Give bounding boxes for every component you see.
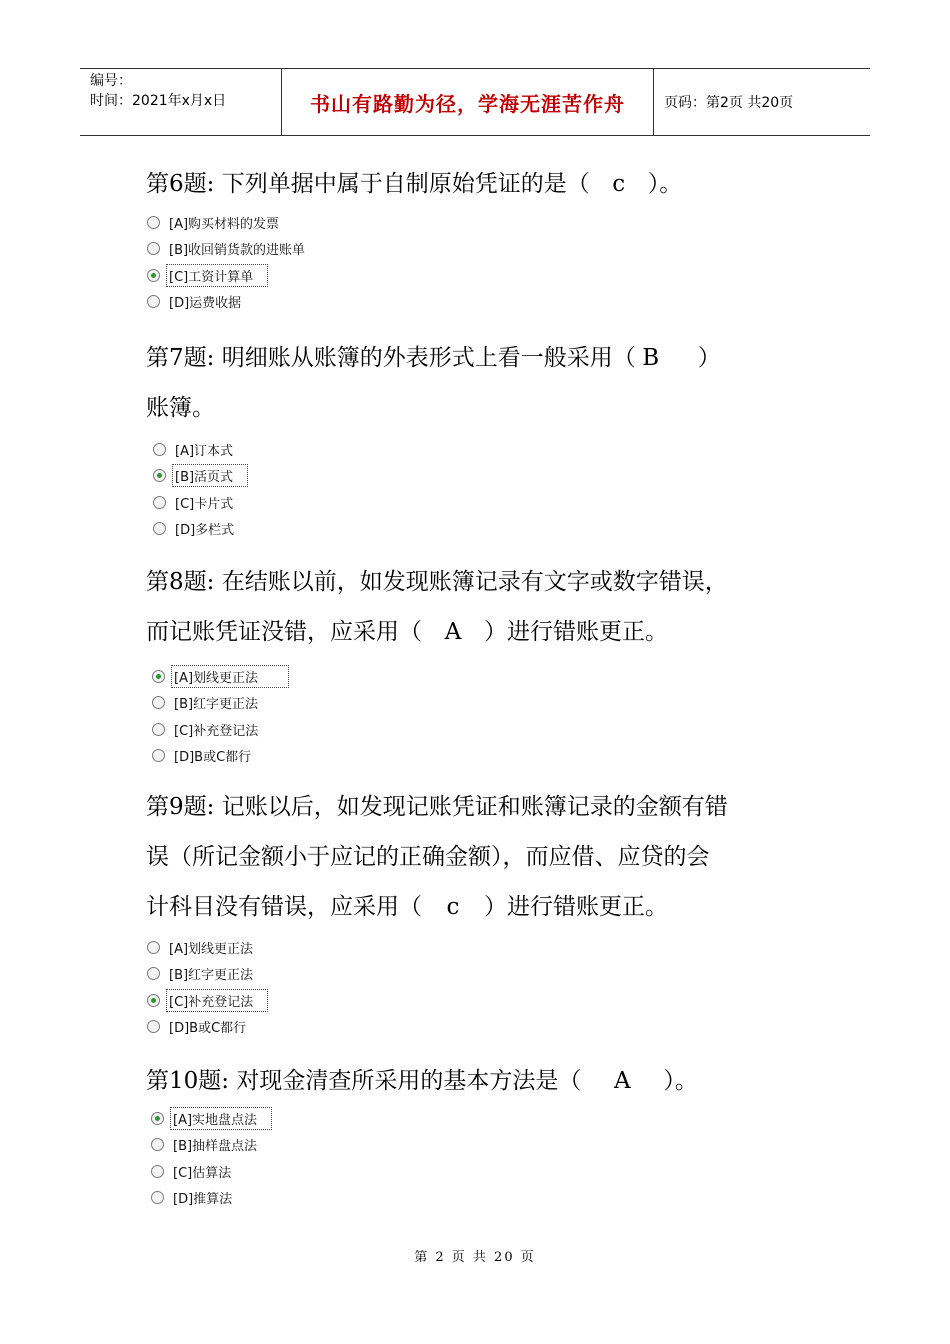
- question-text-line2: 账簿。: [146, 395, 215, 421]
- option-b[interactable]: [147, 236, 308, 263]
- option-label: [C]卡片式: [175, 496, 234, 512]
- question-text: 第6题: 下列单据中属于自制原始凭证的是（: [146, 171, 590, 197]
- radio-icon[interactable]: [153, 496, 166, 509]
- radio-icon[interactable]: [147, 216, 160, 229]
- header-page-code: 页码：第2页 共20页: [664, 95, 794, 111]
- option-b[interactable]: [153, 463, 248, 490]
- option-d[interactable]: [147, 1014, 268, 1041]
- radio-selected-icon[interactable]: [152, 670, 165, 683]
- radio-icon[interactable]: [151, 1191, 164, 1204]
- option-label: [D]B或C都行: [174, 750, 252, 766]
- question-text-end: ）: [697, 345, 721, 371]
- question-6: [146, 159, 826, 209]
- option-d[interactable]: [153, 516, 248, 543]
- option-label: [C]补充登记法: [166, 989, 268, 1012]
- radio-icon[interactable]: [151, 1165, 164, 1178]
- question-answer: A: [444, 619, 462, 645]
- option-label: [B]红字更正法: [169, 968, 254, 984]
- option-b[interactable]: [152, 690, 289, 717]
- option-a[interactable]: [151, 1105, 272, 1132]
- question-text: 第8题: 在结账以前，如发现账簿记录有文字或数字错误，: [146, 569, 728, 595]
- radio-icon[interactable]: [147, 295, 160, 308]
- radio-selected-icon[interactable]: [147, 269, 160, 282]
- option-d[interactable]: [152, 743, 289, 770]
- option-label: [A]实地盘点法: [170, 1107, 272, 1130]
- question-text-end: ）。: [647, 171, 683, 197]
- option-label: [A]购买材料的发票: [169, 216, 280, 232]
- option-a[interactable]: [147, 209, 308, 236]
- radio-icon[interactable]: [147, 1020, 160, 1033]
- options-q9: [147, 934, 268, 1040]
- question-text-line3: 计科目没有错误，应采用（: [146, 894, 422, 920]
- question-text-line2: 而记账凭证没错，应采用（: [146, 619, 422, 645]
- radio-selected-icon[interactable]: [147, 994, 160, 1007]
- options-q7: [153, 436, 248, 542]
- option-a[interactable]: [152, 663, 289, 690]
- radio-icon[interactable]: [147, 967, 160, 980]
- header-motto: 书山有路勤为径，学海无涯苦作舟: [282, 69, 654, 135]
- option-a[interactable]: [153, 436, 248, 463]
- option-label: [D]多栏式: [175, 523, 235, 539]
- option-c[interactable]: [147, 262, 308, 289]
- question-text: 第7题: 明细账从账簿的外表形式上看一般采用（: [146, 345, 636, 371]
- radio-selected-icon[interactable]: [153, 469, 166, 482]
- question-10: [146, 1056, 826, 1106]
- option-b[interactable]: [147, 961, 268, 988]
- question-text-end: ）进行错账更正。: [484, 619, 668, 645]
- radio-icon[interactable]: [152, 749, 165, 762]
- radio-icon[interactable]: [147, 242, 160, 255]
- option-label: [B]收回销货款的进账单: [169, 243, 306, 259]
- option-label: [B]红字更正法: [174, 697, 259, 713]
- question-answer: c: [612, 171, 626, 197]
- option-c[interactable]: [152, 716, 289, 743]
- options-q10: [151, 1105, 272, 1211]
- options-q6: [147, 209, 308, 315]
- radio-icon[interactable]: [151, 1138, 164, 1151]
- question-answer: A: [614, 1068, 631, 1094]
- page-header: [80, 68, 870, 136]
- option-label: [A]划线更正法: [171, 665, 289, 688]
- header-meta: [80, 69, 282, 135]
- option-label: [D]运费收据: [169, 296, 242, 312]
- option-c[interactable]: [153, 489, 248, 516]
- radio-icon[interactable]: [153, 522, 166, 535]
- option-label: [C]补充登记法: [174, 723, 259, 739]
- question-9: [146, 782, 826, 932]
- radio-icon[interactable]: [152, 696, 165, 709]
- question-text-end: ）。: [663, 1068, 698, 1094]
- question-answer: c: [446, 894, 460, 920]
- radio-icon[interactable]: [153, 443, 166, 456]
- option-c[interactable]: [151, 1158, 272, 1185]
- option-label: [A]订本式: [175, 443, 234, 459]
- option-a[interactable]: [147, 934, 268, 961]
- radio-icon[interactable]: [147, 941, 160, 954]
- option-d[interactable]: [147, 289, 308, 316]
- time-label: 时间：2021年x月x日: [90, 93, 227, 109]
- question-text: 第9题: 记账以后，如发现记账凭证和账簿记录的金额有错: [146, 794, 728, 820]
- question-text-line2: 误（所记金额小于应记的正确金额），而应借、应贷的会: [146, 844, 710, 870]
- radio-icon[interactable]: [152, 723, 165, 736]
- options-q8: [152, 663, 289, 769]
- question-text: 第10题: 对现金清查所采用的基本方法是（: [146, 1068, 582, 1094]
- number-label: 编号：: [90, 73, 132, 89]
- page-footer: 第 2 页 共 20 页: [414, 1250, 536, 1265]
- option-label: [C]估算法: [173, 1165, 232, 1181]
- option-b[interactable]: [151, 1132, 272, 1159]
- option-label: [D]B或C都行: [169, 1021, 247, 1037]
- option-label: [B]活页式: [172, 464, 248, 487]
- option-label: [C]工资计算单: [166, 264, 268, 287]
- option-c[interactable]: [147, 987, 268, 1014]
- option-d[interactable]: [151, 1185, 272, 1212]
- option-label: [B]抽样盘点法: [173, 1139, 258, 1155]
- option-label: [A]划线更正法: [169, 941, 254, 957]
- question-text-end: ）进行错账更正。: [484, 894, 668, 920]
- question-8: [146, 557, 826, 657]
- question-7: [146, 333, 826, 433]
- option-label: [D]推算法: [173, 1192, 233, 1208]
- question-answer: B: [642, 345, 660, 371]
- radio-selected-icon[interactable]: [151, 1112, 164, 1125]
